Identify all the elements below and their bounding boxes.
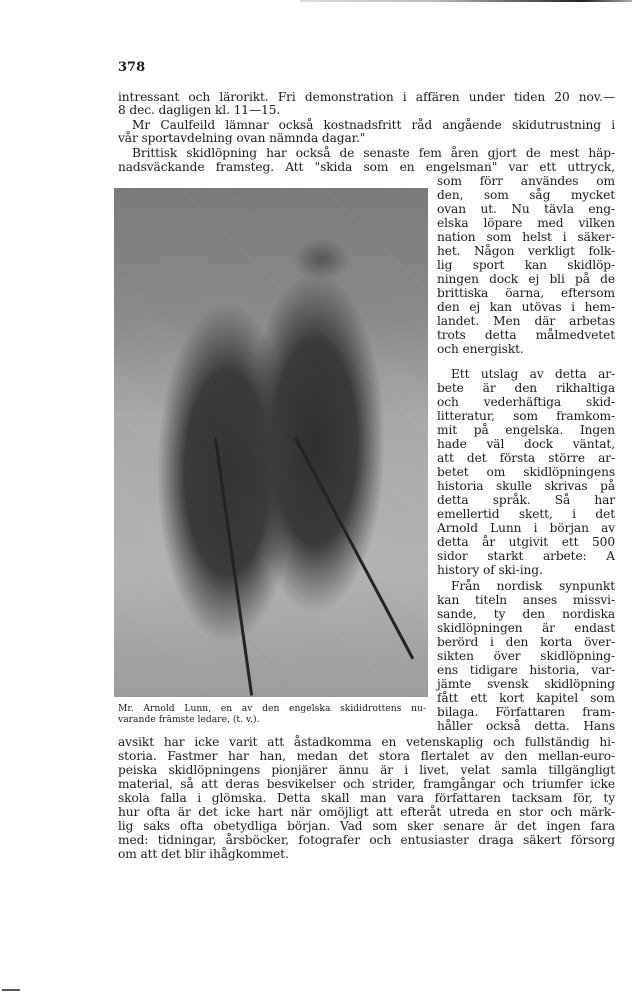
body-line: skola falla i glömska. Detta skall man vara författaren tacksam för, ty	[118, 791, 615, 805]
column-line: som förr användes om	[437, 174, 615, 188]
body-line: lig saks ofta obetydliga början. Vad som sker senare är det ingen fara	[118, 819, 615, 833]
column-line: het. Någon verkligt folk-	[437, 244, 615, 258]
body-line: Brittisk skidlöpning har också de senaste fem åren gjort de mest häp-	[132, 146, 615, 160]
column-line: den, som såg mycket	[437, 188, 615, 202]
caption-line: varande främste ledare, (t. v.).	[118, 714, 260, 725]
body-line: Mr Caulfeild lämnar också kostnadsfritt råd angående skidutrustning i	[132, 118, 615, 132]
column-line: betet om skidlöpningens	[437, 465, 615, 479]
scan-corner-mark	[2, 989, 20, 991]
column-line: hade väl dock väntat,	[437, 437, 615, 451]
column-line: den ej kan utövas i hem-	[437, 300, 615, 314]
column-line: Arnold Lunn i början av	[437, 521, 615, 535]
column-line: lig sport kan skidlöp-	[437, 258, 615, 272]
body-line: vår sportavdelning ovan nämnda dagar."	[118, 131, 366, 145]
column-line: emellertid skett, i det	[437, 507, 615, 521]
column-line: fått ett kort kapitel som	[437, 691, 615, 705]
body-line: hur ofta är det icke hart när omöjligt att efteråt utreda en stor och märk-	[118, 805, 615, 819]
body-line: material, så att deras besvikelser och strider, framgångar och triumfer icke	[118, 777, 615, 791]
column-line: och energiskt.	[437, 342, 524, 356]
column-line: brittiska öarna, eftersom	[437, 286, 615, 300]
column-line: detta språk. Så har	[437, 493, 615, 507]
ski-pole	[294, 437, 414, 659]
column-line: litteratur, som framkom-	[437, 409, 615, 423]
page-number: 378	[118, 60, 146, 75]
column-line: kan titeln anses missvi-	[437, 593, 615, 607]
ski-pole	[214, 438, 253, 696]
column-line: sidor starkt arbete: A	[437, 549, 615, 563]
column-line: history of ski-ing.	[437, 563, 543, 577]
column-line: jämte svensk skidlöpning	[437, 677, 615, 691]
column-line: detta år utgivit ett 500	[437, 535, 615, 549]
body-line: avsikt har icke varit att åstadkomma en vetenskaplig och fullständig hi-	[118, 735, 615, 749]
column-line: Ett utslag av detta ar-	[451, 367, 615, 381]
column-line: ningen dock ej bli på de	[437, 272, 615, 286]
column-line: berörd i den korta över-	[437, 635, 615, 649]
photo-caption	[118, 703, 426, 725]
column-line: sande, ty den nordiska	[437, 607, 615, 621]
photograph	[114, 188, 428, 697]
body-line: storia. Fastmer har han, medan det stora flertalet av den mellan-euro-	[118, 749, 615, 763]
column-line: historia skulle skrivas på	[437, 479, 615, 493]
body-line: intressant och lärorikt. Fri demonstration i affären under tiden 20 nov.—	[118, 90, 615, 104]
column-line: mit på engelska. Ingen	[437, 423, 615, 437]
column-line: elska löpare med vilken	[437, 216, 615, 230]
column-line: och vederhäftiga skid-	[437, 395, 615, 409]
column-line: nation som helst i säker-	[437, 230, 615, 244]
body-line: om att det blir ihågkommet.	[118, 847, 289, 861]
column-line: trots detta målmedvetet	[437, 328, 615, 342]
caption-line: Mr. Arnold Lunn, en av den engelska skididrottens nu-	[118, 703, 426, 714]
column-line: skidlöpningen är endast	[437, 621, 615, 635]
scan-top-edge	[300, 0, 632, 2]
column-line: ovan ut. Nu tävla eng-	[437, 202, 615, 216]
column-line: bilaga. Författaren fram-	[437, 705, 615, 719]
body-line: peiska skidlöpningens pionjärer ännu är i livet, velat samla tillgängligt	[118, 763, 615, 777]
column-line: ens tidigare historia, var-	[437, 663, 615, 677]
body-line: med: tidningar, årsböcker, fotografer och entusiaster draga säkert försorg	[118, 833, 615, 847]
column-line: håller också detta. Hans	[437, 719, 615, 733]
body-line: nadsväckande framsteg. Att "skida som en engelsman" var ett uttryck,	[118, 160, 615, 174]
body-line: 8 dec. dagligen kl. 11—15.	[118, 103, 281, 117]
column-line: att det första större ar-	[437, 451, 615, 465]
column-line: sikten över skidlöpning-	[437, 649, 615, 663]
column-line: bete är den rikhaltiga	[437, 381, 615, 395]
column-line: landet. Men där arbetas	[437, 314, 615, 328]
column-line: Från nordisk synpunkt	[451, 579, 615, 593]
